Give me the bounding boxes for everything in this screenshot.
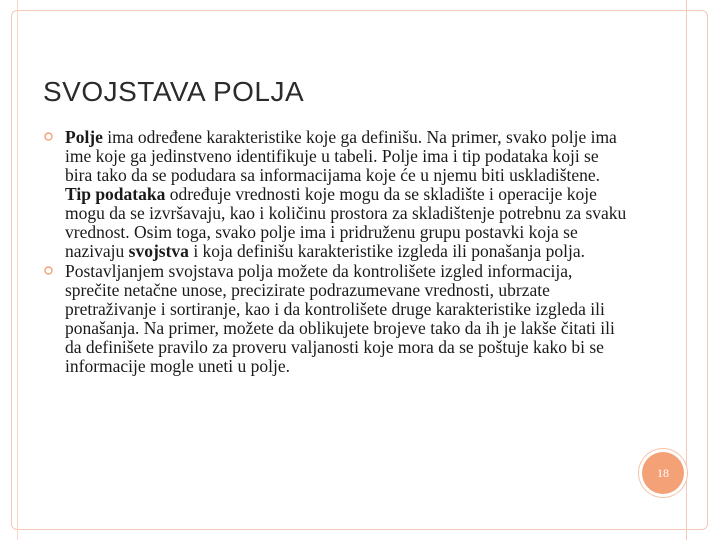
bullet-item-2 [44,262,629,376]
bullet-text-1-part-4: određuje vrednosti koje mogu da se skladište i operacije koje mogu da se izvršavaju, kao i količinu prostora za skladištenje potrebnu za svaku vrednost. Osim toga, svako polje ima i pridruženu grupu postavki koja se nazivaju [65,184,627,261]
open-circle-icon [44,266,53,275]
bullet-item-1 [44,128,629,261]
page-number-badge [642,452,684,494]
bullet-text-1-part-2: ima određene karakteristike koje ga definišu. Na primer, svako polje ima ime koje ga jedinstveno identifikuje u tabeli. Polje ima i tip podataka koji se bira tako da se podudara sa informacijama koje će u njemu biti uskladištene. [65,127,617,185]
bullet-text-1-part-6: i koja definišu karakteristike izgleda ili ponašanja polja. [188,241,585,261]
slide-content [44,128,629,377]
right-divider [686,0,687,540]
left-divider [17,0,18,540]
page-number: 18 [657,465,669,480]
bullet-text-2: Postavljanjem svojstava polja možete da kontrolišete izgled informacija, sprečite netačne unose, precizirate podrazumevane vrednosti, ubrzate pretraživanje i sortiranje, kao i da kontrolišete druge karakteristike izgleda ili ponašanja. Na primer, možete da oblikujete brojeve tako da ih je lakše čitati ili da definišete pravilo za proveru valjanosti koje mora da se poštuje kako bi se informacije mogle uneti u polje. [65,261,615,376]
bullet-text-1-bold-svojstva: svojstva [128,241,189,261]
slide-title: SVOJSTAVA POLJA [43,76,305,107]
bullet-text-1-bold-tip: Tip podataka [65,184,166,204]
open-circle-icon [44,132,53,141]
bullet-text-1-bold-polje: Polje [65,127,103,147]
